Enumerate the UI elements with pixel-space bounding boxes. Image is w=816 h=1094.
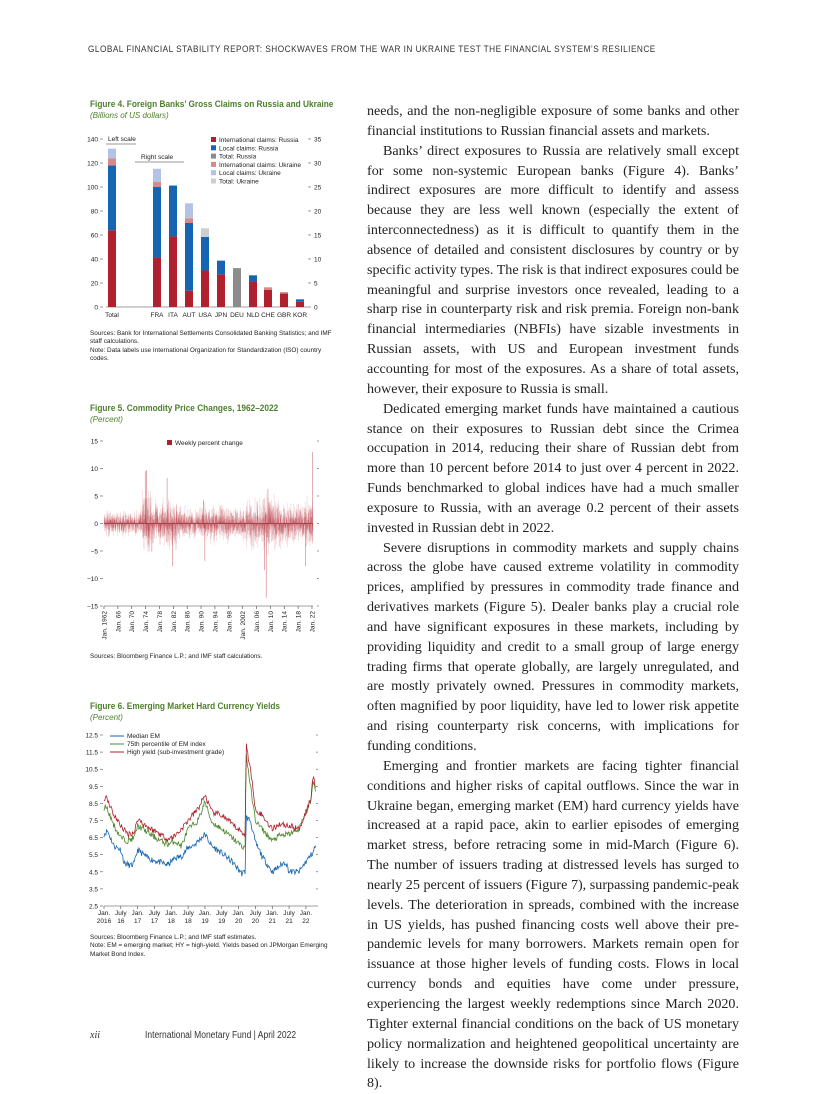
x-tick-label: Jan. 74 (143, 611, 151, 633)
x-tick-label: July (182, 910, 194, 917)
category-label: FRA (150, 312, 164, 319)
x-tick-label: Jan. (299, 910, 313, 917)
y-tick-label: −5 (90, 548, 98, 556)
x-tick-label: 22 (302, 918, 310, 925)
y-tick-label: 5 (94, 493, 98, 501)
left-tick-label: 120 (87, 160, 98, 168)
y-tick-label: 9.5 (88, 783, 98, 791)
paragraph: Emerging and frontier markets are facing tighter financial conditions and higher risks of capital outflows. Since the war in Ukraine began, emerging market (EM) hard currency yields have increased at a rapid pace, akin to earlier episodes of emerging market stress, before retracing some in mid-March (Figure 6). The number of issuers trading at distressed levels has surged to nearly 25 percent of issuers (Figure 7), surpassing pandemic-peak levels. The deterioration in spreads, combined with the increase in US yields, has pushed financing costs well above their pre-pandemic levels for many borrowers. Markets remain open for issuance at those higher levels of funding costs. Flows in local currency bonds and equities have come under pressure, experiencing the largest weekly redemptions since March 2020. Tighter external financial conditions on the back of US monetary policy normalization and heightened geopolitical uncertainty are likely to increase the downside risks for portfolio flows (Figure 8). (367, 757, 739, 1092)
category-label: GBR (276, 312, 292, 319)
x-tick-label: 18 (167, 918, 175, 925)
left-tick-label: 20 (90, 280, 98, 288)
right-tick-label: 35 (314, 136, 322, 144)
x-tick-label: Jan. 2002 (240, 611, 248, 640)
series-line (104, 744, 316, 842)
figure5-title: Figure 5. Commodity Price Changes, 1962–2022 (90, 403, 279, 413)
figure4-sources: Sources: Bank for International Settlements Consolidated Banking Statistics; and IMF staff calculations. (90, 330, 332, 346)
x-tick-label: Jan. (131, 910, 144, 917)
x-tick-label: 20 (251, 918, 260, 925)
footer-publisher (145, 1030, 296, 1041)
left-tick-label: 60 (90, 232, 98, 240)
legend-swatch (167, 440, 172, 445)
left-tick-label: 100 (87, 184, 98, 192)
legend-swatch (211, 137, 216, 142)
bar-segment (169, 186, 177, 237)
legend-swatch (211, 162, 216, 167)
legend-swatch (211, 145, 216, 150)
bar-segment (108, 149, 116, 159)
figure4-subtitle: (Billions of US dollars) (90, 111, 169, 120)
right-scale-label: Right scale (141, 154, 174, 161)
bar-segment (108, 230, 116, 307)
bar-segment (280, 292, 288, 293)
category-label: DEU (230, 312, 244, 319)
y-tick-label: 11.5 (85, 749, 98, 757)
category-label: JPN (214, 312, 228, 319)
footer-separator: | (253, 1030, 256, 1041)
right-tick-label: 5 (314, 280, 318, 288)
x-tick-label: Jan. (232, 910, 245, 917)
paragraph: Severe disruptions in commodity markets and supply chains across the globe have caused extreme volatility in commodity prices, amplified by pressures in commodity trade finance and derivatives markets (Figure 5). Dealer banks play a crucial role and have significant exposures in these markets, including by providing liquidity and credit to a small group of large energy trading firms that operate globally, are largely unregulated, and are mostly privately owned. Pressures in commodity markets, often magnified by poor liquidity, have led to lower risk appetite and rising counterparty risk concerns, with implications for funding conditions. (367, 539, 739, 754)
figure4-title: Figure 4. Foreign Banks’ Gross Claims on Russia and Ukraine (90, 99, 334, 109)
y-tick-label: 10 (90, 466, 98, 473)
left-tick-label: 80 (90, 208, 98, 216)
legend-swatch (211, 154, 216, 159)
right-tick-label: 25 (314, 184, 322, 192)
bar-segment (233, 268, 241, 307)
x-tick-label: Jan. 86 (184, 611, 192, 633)
legend-label: Weekly percent change (175, 440, 243, 447)
bar-segment (201, 271, 209, 307)
publisher-name: International Monetary Fund (145, 1030, 252, 1041)
figure4-chart (80, 125, 340, 325)
y-tick-label: −15 (86, 603, 98, 611)
figure6-title: Figure 6. Emerging Market Hard Currency Yields (90, 701, 281, 711)
legend-label: International claims: Ukraine (219, 161, 302, 169)
legend-label: Median EM (127, 733, 160, 740)
category-label: KOR (292, 312, 308, 319)
x-tick-label: 17 (134, 918, 142, 925)
x-tick-label: Jan. 66 (115, 611, 123, 633)
x-tick-label: Jan. 98 (226, 611, 234, 633)
x-tick-label: July (249, 910, 262, 917)
bar-segment (249, 282, 257, 307)
bar-segment (264, 287, 272, 289)
legend-label: Local claims: Ukraine (219, 170, 281, 178)
figure6-subtitle: (Percent) (90, 713, 123, 722)
x-tick-label: Jan. 94 (212, 611, 220, 633)
bar-segment (185, 223, 193, 291)
bar-segment (296, 302, 304, 307)
bar-segment (153, 169, 161, 182)
figure6-note: Note: EM = emerging market; HY = high-yield. Yields based on JPMorgan Emerging Market Bond Index. (90, 942, 328, 958)
category-label: NLD (246, 312, 260, 319)
bar-segment (185, 291, 193, 307)
left-tick-label: 140 (87, 136, 98, 144)
x-tick-label: Jan. 70 (129, 611, 137, 633)
bar-segment (217, 260, 225, 261)
x-tick-label: July (148, 910, 161, 917)
y-tick-label: 12.5 (85, 732, 98, 740)
y-tick-label: −10 (86, 576, 98, 583)
y-tick-label: 15 (90, 438, 98, 446)
legend-label: 75th percentile of EM index (127, 741, 206, 748)
x-tick-label: Jan. 1962 (101, 611, 109, 640)
bar-segment (108, 158, 116, 165)
right-tick-label: 0 (314, 304, 318, 312)
right-tick-label: 30 (314, 160, 322, 168)
x-tick-label: 21 (285, 918, 293, 925)
bar-segment (264, 290, 272, 307)
publication-date: April 2022 (257, 1030, 297, 1041)
bar-segment (153, 182, 161, 187)
x-tick-label: Jan. 82 (170, 611, 178, 633)
category-label: USA (198, 312, 212, 319)
bar-segment (201, 237, 209, 271)
x-tick-label: Jan. 18 (295, 611, 303, 633)
right-tick-label: 10 (314, 256, 322, 264)
legend-swatch (211, 170, 216, 175)
y-tick-label: 5.5 (88, 852, 98, 860)
x-tick-label: 20 (234, 918, 243, 925)
category-label: AUT (182, 312, 196, 319)
legend-label: Local claims: Russia (219, 145, 279, 153)
x-tick-label: July (283, 910, 295, 917)
category-label: CHE (261, 312, 275, 319)
legend-swatch (211, 179, 216, 184)
x-tick-label: Jan. (165, 910, 178, 917)
paragraph: Dedicated emerging market funds have maintained a cautious stance on their exposures to Russian debt since the Crimea occupation in 2014, reducing their share of Russian debt from more than 10 percent before 2014 to just over 4 percent in 2022. Funds benchmarked to global indices have had a much smaller exposure to Russia, with an average 0.2 percent of their assets invested in Russian debt in 2022. (367, 400, 739, 536)
y-tick-label: 7.5 (88, 818, 98, 825)
left-tick-label: 0 (94, 304, 98, 312)
x-tick-label: July (115, 910, 127, 917)
x-tick-label: 17 (150, 918, 159, 925)
bar-segment (280, 294, 288, 307)
legend-label: High yield (sub-investment grade) (127, 749, 225, 756)
paragraph: Banks’ direct exposures to Russia are relatively small except for some non-systemic European banks (Figure 4). Banks’ indirect exposures are more difficult to identify and assess because they are less well known (especially the extent of interconnectedness) as it is difficult to quantify them in the absence of detailed and consistent disclosures by country or by specific activity types. The risk is that indirect exposures could be meaningful and surprise investors once revealed, leading to a sharp rise in counterparty risk and risk premia. Foreign non-bank financial intermediaries (NBFIs) have sizable investments in Russian assets, with US and European investment funds accounting for most of the exposures. As a share of total assets, however, their exposure to Russia is small. (367, 142, 739, 397)
y-tick-label: 2.5 (88, 903, 98, 911)
figure5-notes (90, 653, 340, 661)
x-tick-label: Jan. 14 (281, 611, 289, 633)
bar-segment (201, 228, 209, 237)
bar-segment (217, 274, 225, 307)
x-tick-label: 18 (184, 918, 192, 925)
x-tick-label: 21 (268, 918, 276, 925)
bar-segment (153, 258, 161, 307)
bar-segment (185, 203, 193, 218)
x-tick-label: Jan. 90 (198, 611, 206, 633)
bar-segment (296, 299, 304, 301)
bar-segment (249, 275, 257, 281)
series-line (104, 754, 316, 849)
body-text (367, 102, 739, 1094)
y-tick-label: 3.5 (88, 886, 98, 894)
x-tick-label: 2016 (96, 918, 112, 925)
bar-segment (108, 165, 116, 230)
page-number: xii (90, 1030, 100, 1041)
weekly-change-bars (104, 490, 313, 555)
category-label: Total (105, 312, 119, 319)
x-tick-label: 19 (218, 918, 226, 925)
figure4-note: Note: Data labels use International Organization for Standardization (ISO) country codes. (90, 346, 322, 362)
x-tick-label: 16 (117, 918, 125, 925)
y-tick-label: 6.5 (88, 835, 98, 843)
y-tick-label: 8.5 (88, 800, 98, 808)
legend-label: International claims: Russia (219, 137, 299, 144)
figure6-notes (90, 934, 340, 959)
bar-segment (169, 236, 177, 307)
figure5-subtitle: (Percent) (90, 415, 123, 424)
x-tick-label: Jan. 10 (267, 611, 275, 633)
bar-segment (153, 187, 161, 258)
bar-segment (217, 261, 225, 274)
bar-segment (185, 218, 193, 223)
x-tick-label: Jan. 06 (254, 611, 262, 633)
y-tick-label: 0 (94, 521, 98, 528)
x-tick-label: Jan. (198, 910, 212, 917)
x-tick-label: Jan. 22 (309, 611, 317, 633)
y-tick-label: 10.5 (85, 766, 98, 774)
x-tick-label: July (215, 910, 228, 917)
x-tick-label: Jan. (266, 910, 279, 917)
x-tick-label: Jan. 78 (156, 611, 164, 633)
x-tick-label: 19 (201, 918, 209, 925)
left-tick-label: 40 (90, 256, 98, 264)
figure5-chart (80, 430, 340, 655)
figure6-sources: Sources: Bloomberg Finance L.P.; and IMF staff estimates. (90, 934, 257, 941)
legend-label: Total: Ukraine (219, 178, 259, 186)
figure5-sources: Sources: Bloomberg Finance L.P.; and IMF staff calculations. (90, 653, 263, 660)
legend-label: Total: Russia (219, 153, 257, 161)
figure6-chart (80, 725, 340, 930)
y-tick-label: 4.5 (88, 869, 98, 877)
category-label: ITA (168, 312, 178, 319)
right-tick-label: 15 (314, 232, 322, 240)
paragraph: needs, and the non-negligible exposure of some banks and other financial institutions to Russian financial assets and markets. (367, 103, 739, 139)
right-tick-label: 20 (314, 208, 322, 216)
left-scale-label: Left scale (108, 136, 136, 143)
figure4-notes (90, 330, 340, 363)
x-tick-label: Jan. (97, 910, 111, 917)
running-header: GLOBAL FINANCIAL STABILITY REPORT: SHOCKWAVES FROM THE WAR IN UKRAINE TEST THE FINANCIAL SYSTEM’S RESILIENCE (88, 44, 656, 55)
